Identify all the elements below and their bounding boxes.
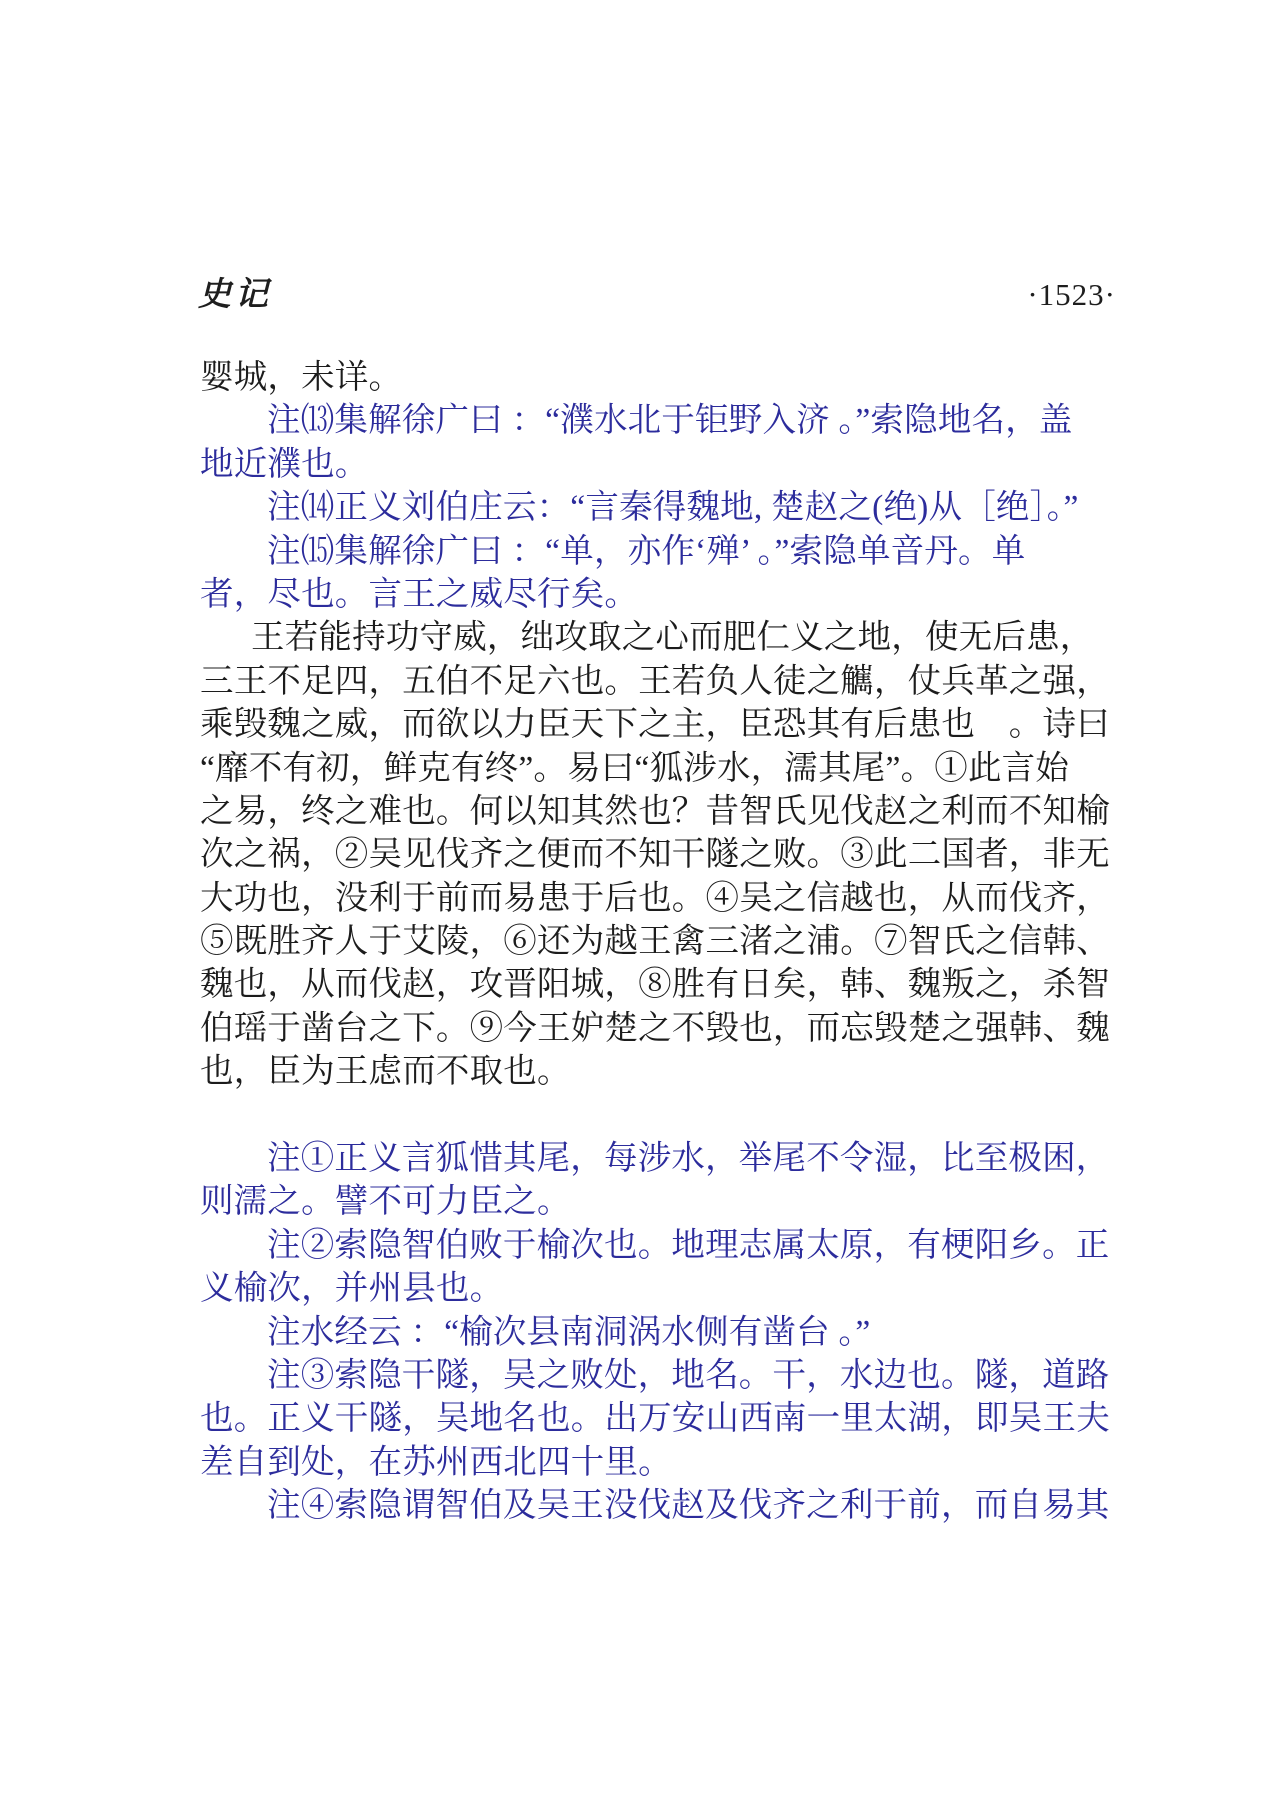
text-line: 注水经云 ：“榆次县南洞涡水侧有凿台 。” xyxy=(267,1313,871,1351)
text-line: 注⒁正义刘伯庄云：“言秦得魏地, 楚赵之(绝)从［绝］。” xyxy=(267,489,1079,527)
text-line: ⑤既胜齐人于艾陵，⑥还为越王禽三渚之浦。⑦智氏之信韩、 xyxy=(200,923,1110,961)
text-line: 次之祸，②吴见伐齐之便而不知干隧之败。③此二国者，非无 xyxy=(200,836,1110,874)
text-line: 义榆次，并州县也。 xyxy=(200,1270,504,1308)
text-line: 乘毁魏之威，而欲以力臣天下之主，臣恐其有后患也 。诗曰 xyxy=(200,706,1110,744)
text-line: 伯瑶于凿台之下。⑨今王妒楚之不毁也，而忘毁楚之强韩、魏 xyxy=(200,1009,1110,1047)
text-line: 魏也，从而伐赵，攻晋阳城，⑧胜有日矣，韩、魏叛之，杀智 xyxy=(200,966,1110,1004)
text-line: 差自到处，在苏州西北四十里。 xyxy=(200,1443,672,1481)
text-line: 注②索隐智伯败于榆次也。地理志属太原，有梗阳乡。正 xyxy=(267,1226,1110,1264)
text-line: 注④索隐谓智伯及吴王没伐赵及伐齐之利于前，而自易其 xyxy=(267,1487,1110,1525)
page-number: ·1523· xyxy=(1027,277,1116,312)
text-line: 则濡之。譬不可力臣之。 xyxy=(200,1183,571,1221)
text-line: 之易，终之难也。何以知其然也？昔智氏见伐赵之利而不知榆 xyxy=(200,792,1110,830)
text-line: 地近濮也。 xyxy=(200,445,369,483)
text-line: 注⒀集解徐广曰 ：“濮水北于钜野入济 。”索隐地名，盖 xyxy=(267,402,1073,440)
text-line: 注③索隐干隧，吴之败处，地名。干，水边也。隧，道路 xyxy=(267,1356,1110,1394)
text-line: 大功也，没利于前而易患于后也。④吴之信越也，从而伐齐， xyxy=(200,879,1110,917)
text-line: 也，臣为王虑而不取也。 xyxy=(200,1053,571,1091)
text-line: 婴城，未详。 xyxy=(200,359,403,396)
text-line: 者，尽也。言王之威尽行矣。 xyxy=(200,575,639,613)
text-line: 注①正义言狐惜其尾，每涉水，举尾不令湿，比至极困， xyxy=(267,1140,1110,1178)
text-line xyxy=(200,1094,1125,1137)
book-title: 史记 xyxy=(198,277,272,313)
text-line: “靡不有初，鲜克有终”。易曰“狐涉水，濡其尾”。①此言始 xyxy=(200,749,1070,787)
text-line: 三王不足四，五伯不足六也。王若负人徒之觽，仗兵革之强， xyxy=(200,662,1110,700)
text-line: 王若能持功守威，绌攻取之心而肥仁义之地，使无后患， xyxy=(251,619,1094,657)
text-line: 注⒂集解徐广曰 ：“单，亦作‘殚’ 。”索隐单音丹。单 xyxy=(267,532,1026,570)
text-line: 也。正义干隧，吴地名也。出万安山西南一里太湖，即吴王夫 xyxy=(200,1400,1110,1438)
text-body xyxy=(200,356,1125,1528)
page-header xyxy=(198,268,1116,315)
